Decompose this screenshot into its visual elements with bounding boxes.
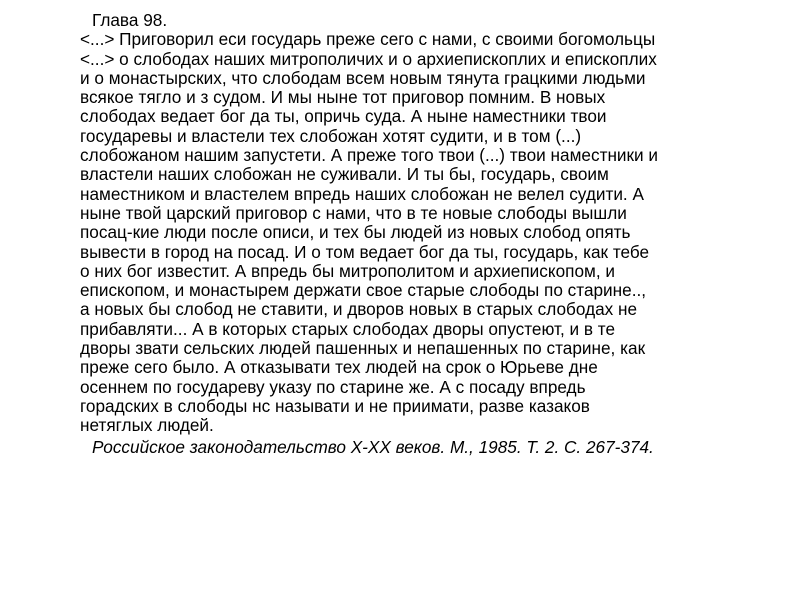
text-line: о них бог известит. А впредь бы митрополитом и архиепископом, и [80,260,615,281]
document-page [80,11,752,457]
text-line: горадских в слободы нс называти и не приимати, разве казаков [80,395,590,416]
text-line: дворы звати сельских людей пашенных и непашенных по старине, как [80,338,646,359]
text-line: властели наших слобожан не суживали. И ты бы, государь, своим [80,164,609,185]
text-line: прибавляти... А в которых старых слободах дворы опустеют, и в те [80,318,616,339]
chapter-heading: Глава 98. [92,10,168,30]
text-line: слободах ведает бог да ты, опричь суда. А ныне наместники твои [80,106,607,127]
text-line: осеннем по государеву указу по старине же. А с посаду впредь [80,376,586,397]
text-line: и о монастырских, что слободам всем новым тянута грацкими людьми [80,67,646,88]
main-text-paragraph [80,30,752,435]
text-line: <...> Приговорил еси государь преже сего с нами, с своими богомольцы [80,29,656,50]
text-line: посац-кие люди после описи, и тех бы людей из новых слобод опять [80,222,631,243]
text-line: нетяглых людей. [80,415,214,436]
text-line: преже сего было. А отказывати тех людей на срок о Юрьеве дне [80,357,598,378]
text-line: государевы и властели тех слобожан хотят судити, и в том (...) [80,125,582,146]
text-line: вывести в город на посад. И о том ведает бог да ты, государь, как тебе [80,241,650,262]
text-line: ныне твой царский приговор с нами, что в те новые слободы вышли [80,202,627,223]
text-line: <...> о слободах наших митрополичих и о архиепископлих и епископлих [80,48,657,69]
text-line: епископом, и монастырем держати свое старые слободы по старине.., [80,280,647,301]
text-line: наместником и властелем впредь наших слобожан не велел судити. А [80,183,644,204]
text-line: всякое тягло и з судом. И мы ныне тот приговор помним. В новых [80,87,606,108]
text-line: а новых бы слобод не ставити, и дворов новых в старых слободах не [80,299,638,320]
text-line: слобожаном нашим запустети. А преже того твои (...) твои наместники и [80,145,659,166]
source-citation: Российское законодательство X-XX веков. М., 1985. Т. 2. С. 267-374. [92,436,654,457]
